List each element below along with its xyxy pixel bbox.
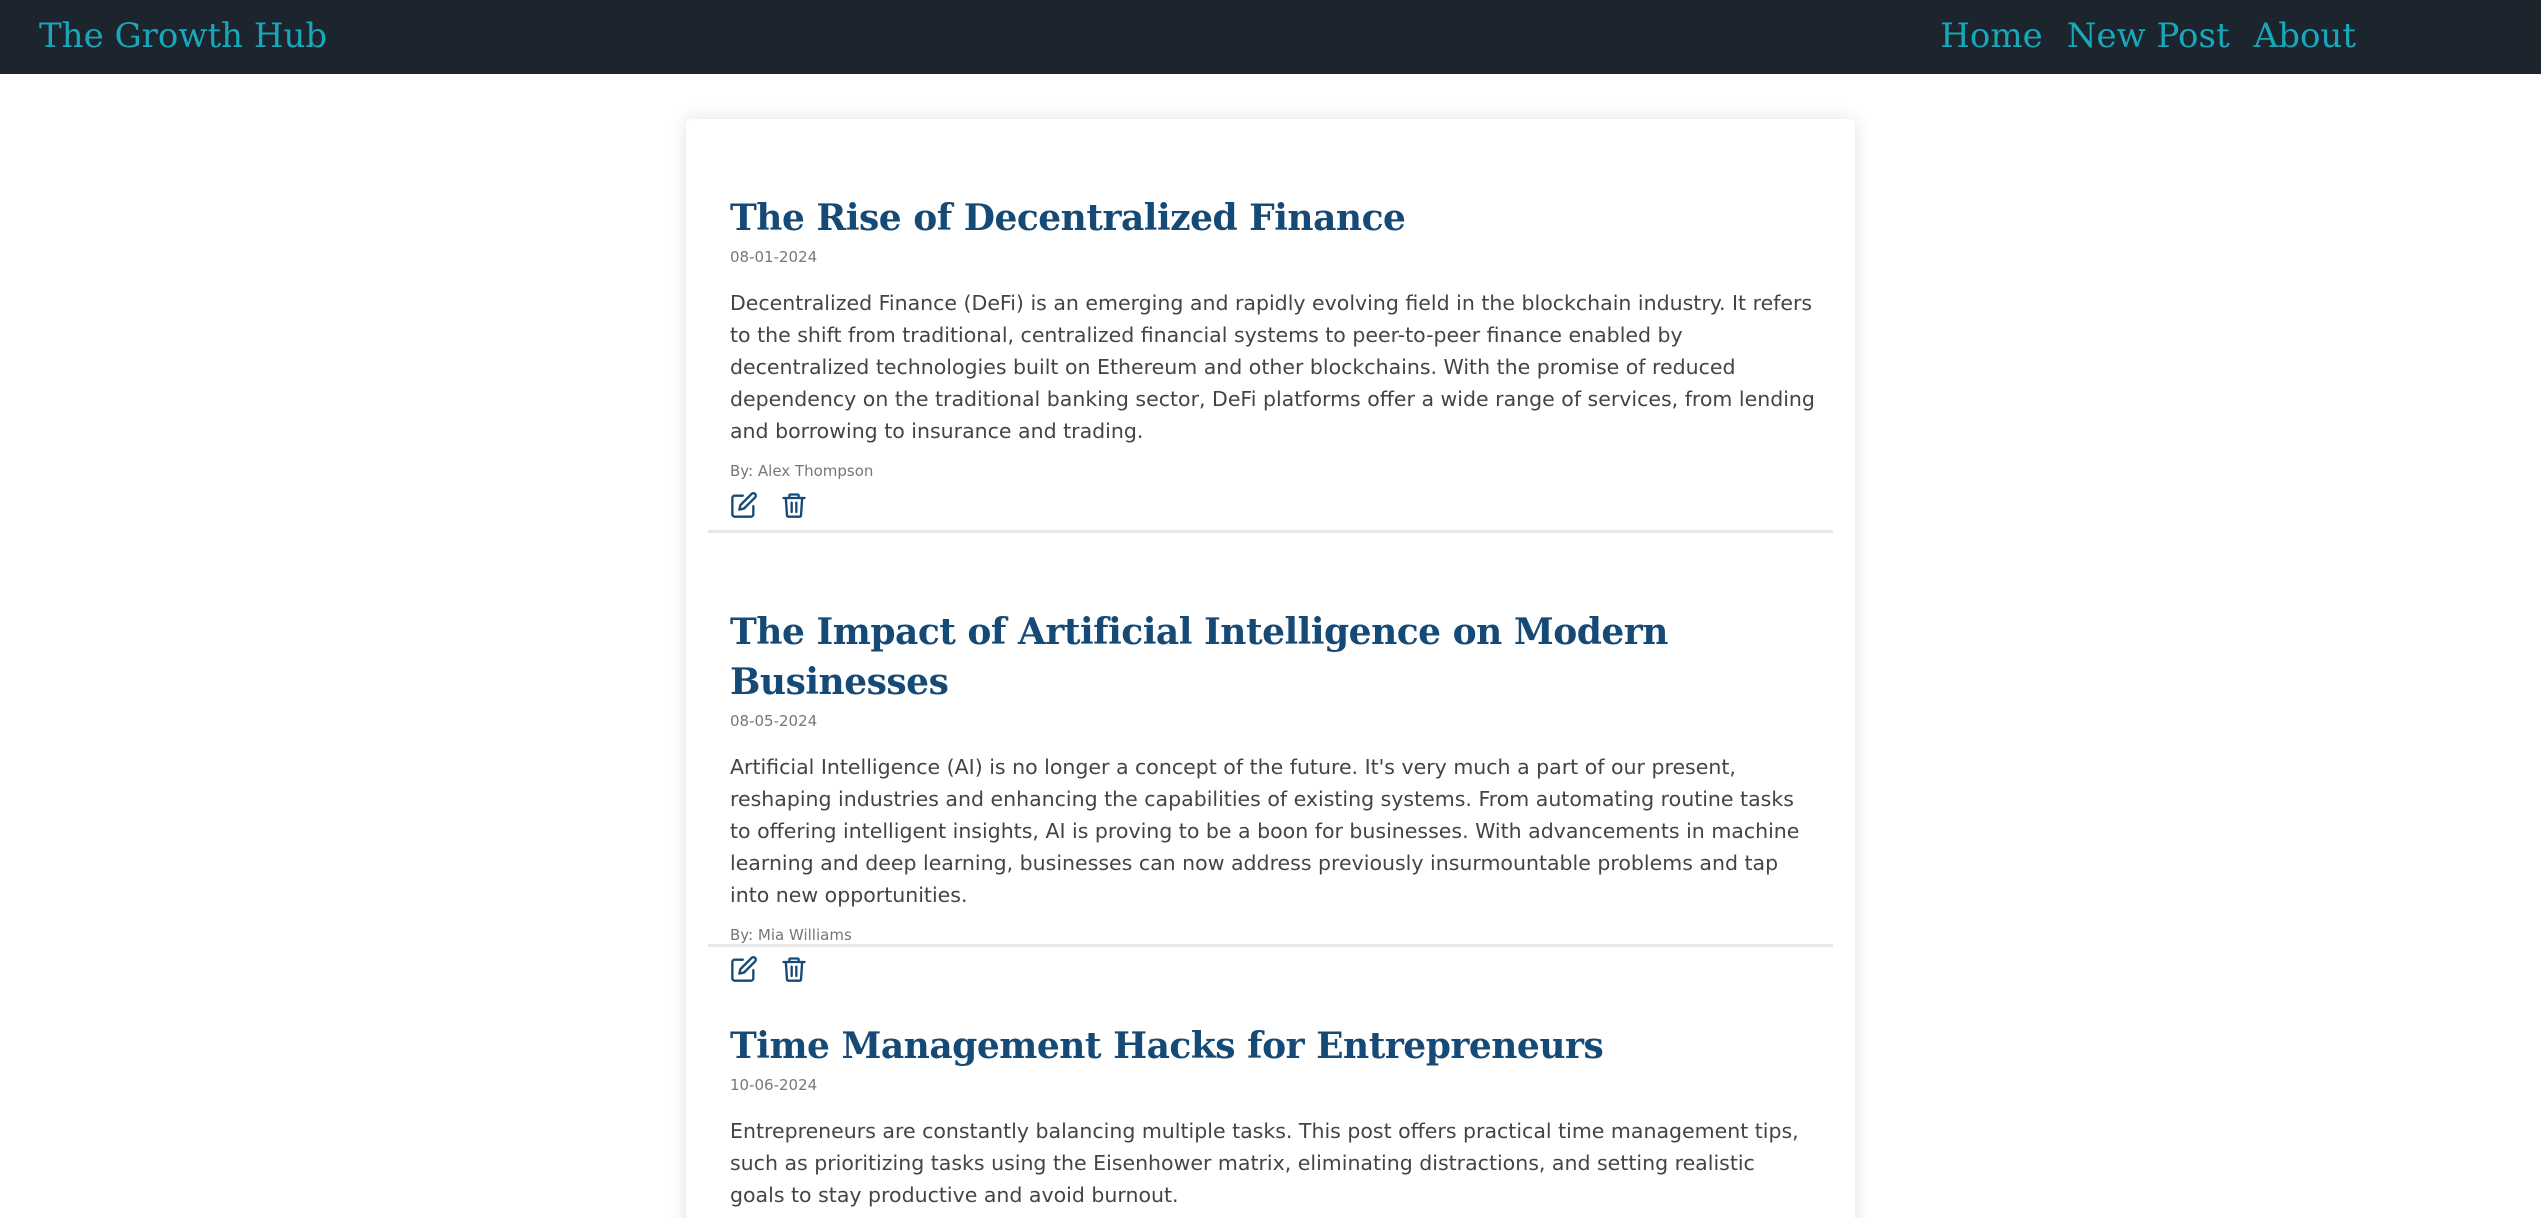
- post-title: The Impact of Artificial Intelligence on Modern Businesses: [730, 611, 1668, 703]
- nav-links: [1940, 12, 2356, 60]
- nav-link-home[interactable]: Home: [1940, 16, 2043, 56]
- nav-link-new-post[interactable]: New Post: [2066, 16, 2230, 56]
- post-date: 08-05-2024: [730, 712, 818, 730]
- post-card: [708, 947, 1833, 1218]
- post-card: [708, 119, 1833, 533]
- post-body: Entrepreneurs are constantly balancing multiple tasks. This post offers practical time management tips, such as prioritizing tasks using the Eisenhower matrix, eliminating distractions, and setting realistic goals to stay productive and avoid burnout.: [730, 1119, 1799, 1207]
- post-title: The Rise of Decentralized Finance: [730, 197, 1406, 239]
- post-date: 08-01-2024: [730, 248, 818, 266]
- post-actions: [730, 491, 1815, 521]
- navbar: [0, 0, 2541, 74]
- posts-container: [686, 119, 1855, 1218]
- brand-link[interactable]: The Growth Hub: [39, 16, 328, 56]
- post-card: [708, 533, 1833, 947]
- nav-link-about[interactable]: About: [2253, 16, 2356, 56]
- trash-icon[interactable]: [780, 491, 808, 519]
- post-body: Artificial Intelligence (AI) is no longer a concept of the future. It's very much a part of our present, reshaping industries and enhancing the capabilities of existing systems. From automating routine tasks to offering intelligent insights, AI is proving to be a boon for businesses. With advancements in machine learning and deep learning, businesses can now address previously insurmountable problems and tap into new opportunities.: [730, 755, 1800, 907]
- edit-icon[interactable]: [730, 491, 758, 519]
- post-title: Time Management Hacks for Entrepreneurs: [730, 1025, 1604, 1067]
- post-author: By: Alex Thompson: [730, 462, 874, 480]
- post-body: Decentralized Finance (DeFi) is an emerging and rapidly evolving field in the blockchain industry. It refers to the shift from traditional, centralized financial systems to peer-to-peer finance enabled by decentralized technologies built on Ethereum and other blockchains. With the promise of reduced dependency on the traditional banking sector, DeFi platforms offer a wide range of services, from lending and borrowing to insurance and trading.: [730, 291, 1815, 443]
- post-author: By: Mia Williams: [730, 926, 852, 944]
- post-date: 10-06-2024: [730, 1076, 818, 1094]
